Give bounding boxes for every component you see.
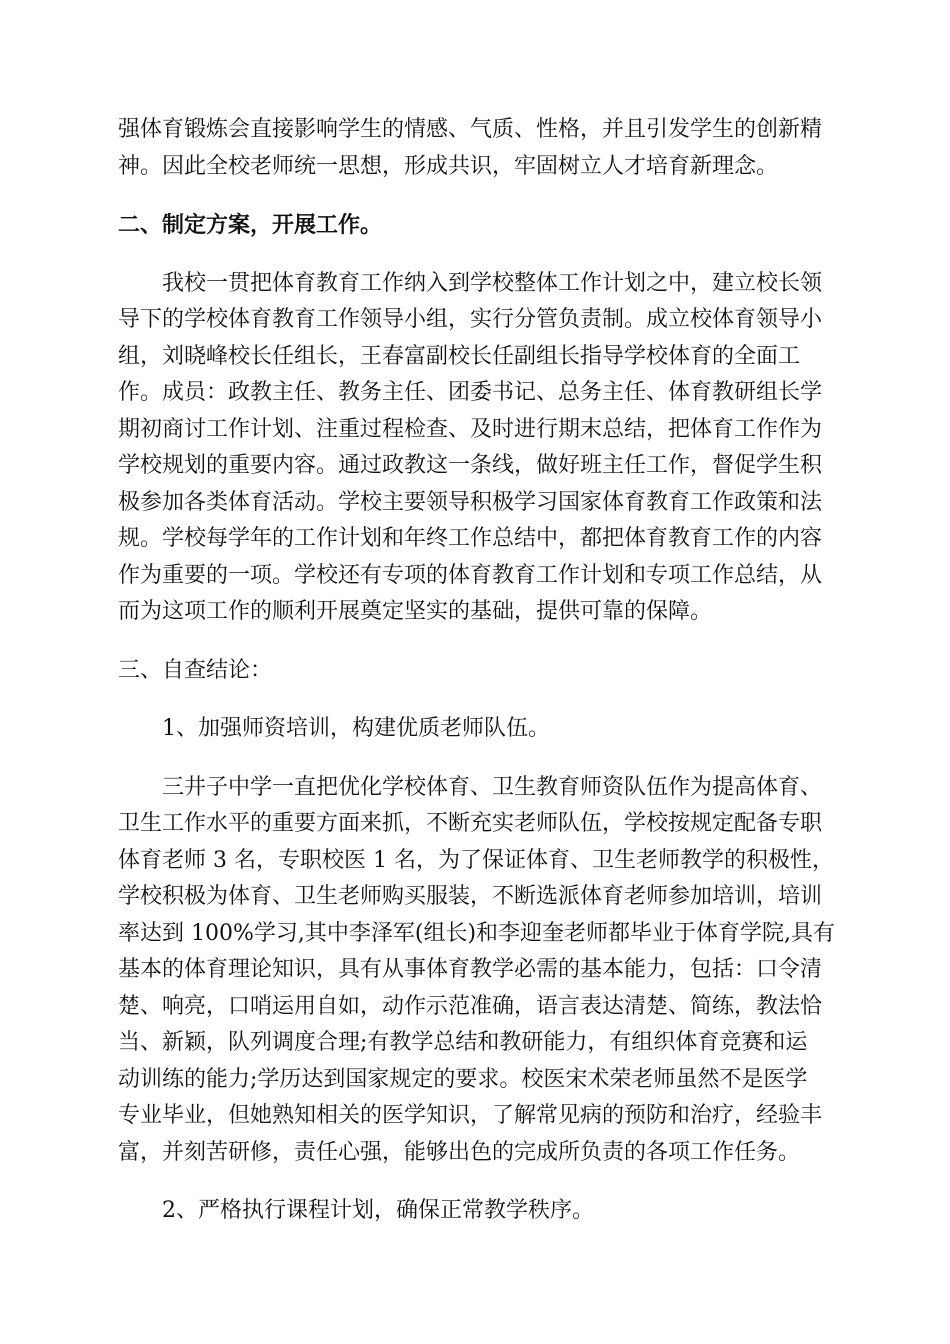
text-line: 卫生工作水平的重要方面来抓，不断充实老师队伍，学校按规定配备专职 (118, 811, 823, 836)
subheading-1 (118, 711, 834, 748)
text-line: 我校一贯把体育教育工作纳入到学校整体工作计划之中，建立校长领 (162, 270, 823, 296)
paragraph-staff (118, 770, 834, 1172)
text-line: 而为这项工作的顺利开展奠定坚实的基础，提供可靠的保障。 (118, 599, 713, 624)
text-line: 神。因此全校老师统一思想，形成共识，牢固树立人才培育新理念。 (118, 153, 779, 179)
text-line: 学校规划的重要内容。通过政教这一条线，做好班主任工作，督促学生积 (118, 453, 823, 478)
text-line: 楚、响亮，口哨运用自如，动作示范准确，语言表达清楚、简练，教法恰 (118, 993, 823, 1019)
section-heading-2: 二、制定方案，开展工作。 (118, 212, 383, 238)
text-line: 规。学校每学年的工作计划和年终工作总结中，都把体育教育工作的内容 (118, 526, 823, 551)
text-line: 作。成员：政教主任、教务主任、团委书记、总务主任、体育教研组长学 (118, 380, 823, 405)
text-line: 体育老师 3 名，专职校医 1 名，为了保证体育、卫生老师教学的积极性， (118, 847, 834, 873)
text-line: 2、严格执行课程计划，确保正常教学秩序。 (162, 1198, 594, 1223)
section-heading-3 (118, 653, 834, 690)
text-line: 当、新颖，队列调度合理;有教学总结和教研能力，有组织体育竞赛和运 (118, 1030, 808, 1055)
paragraph-intro (118, 112, 834, 185)
text-line: 1、加强师资培训，构建优质老师队伍。 (162, 716, 550, 741)
text-line: 专业毕业，但她熟知相关的医学知识，了解常见病的预防和治疗，经验丰 (118, 1103, 823, 1128)
text-line: 强体育锻炼会直接影响学生的情感、气质、性格，并且引发学生的创新精 (118, 117, 823, 142)
text-line: 极参加各类体育活动。学校主要领导积极学习国家体育教育工作政策和法 (118, 489, 823, 515)
text-line: 作为重要的一项。学校还有专项的体育教育工作计划和专项工作总结，从 (118, 562, 823, 588)
paragraph-plan (118, 266, 834, 631)
text-line: 学校积极为体育、卫生老师购买服装，不断选派体育老师参加培训，培训 (118, 884, 823, 909)
document-page (118, 112, 834, 1230)
text-line: 三、自查结论： (118, 657, 273, 683)
subheading-2 (118, 1193, 834, 1230)
text-line: 率达到 100%学习,其中李泽军(组长)和李迎奎老师都毕业于体育学院,具有 (118, 920, 836, 946)
text-line: 导下的学校体育教育工作领导小组，实行分管负责制。成立校体育领导小 (118, 307, 823, 332)
text-line: 组，刘晓峰校长任组长，王春富副校长任副组长指导学校体育的全面工 (118, 343, 801, 369)
text-line: 富，并刻苦研修，责任心强，能够出色的完成所负责的各项工作任务。 (118, 1139, 801, 1165)
text-line: 基本的体育理论知识，具有从事体育教学必需的基本能力，包括：口令清 (118, 957, 823, 982)
text-line: 三井子中学一直把优化学校体育、卫生教育师资队伍作为提高体育、 (162, 774, 823, 800)
text-line: 动训练的能力;学历达到国家规定的要求。校医宋术荣老师虽然不是医学 (118, 1066, 808, 1092)
text-line: 期初商讨工作计划、注重过程检查、及时进行期末总结，把体育工作作为 (118, 416, 823, 442)
